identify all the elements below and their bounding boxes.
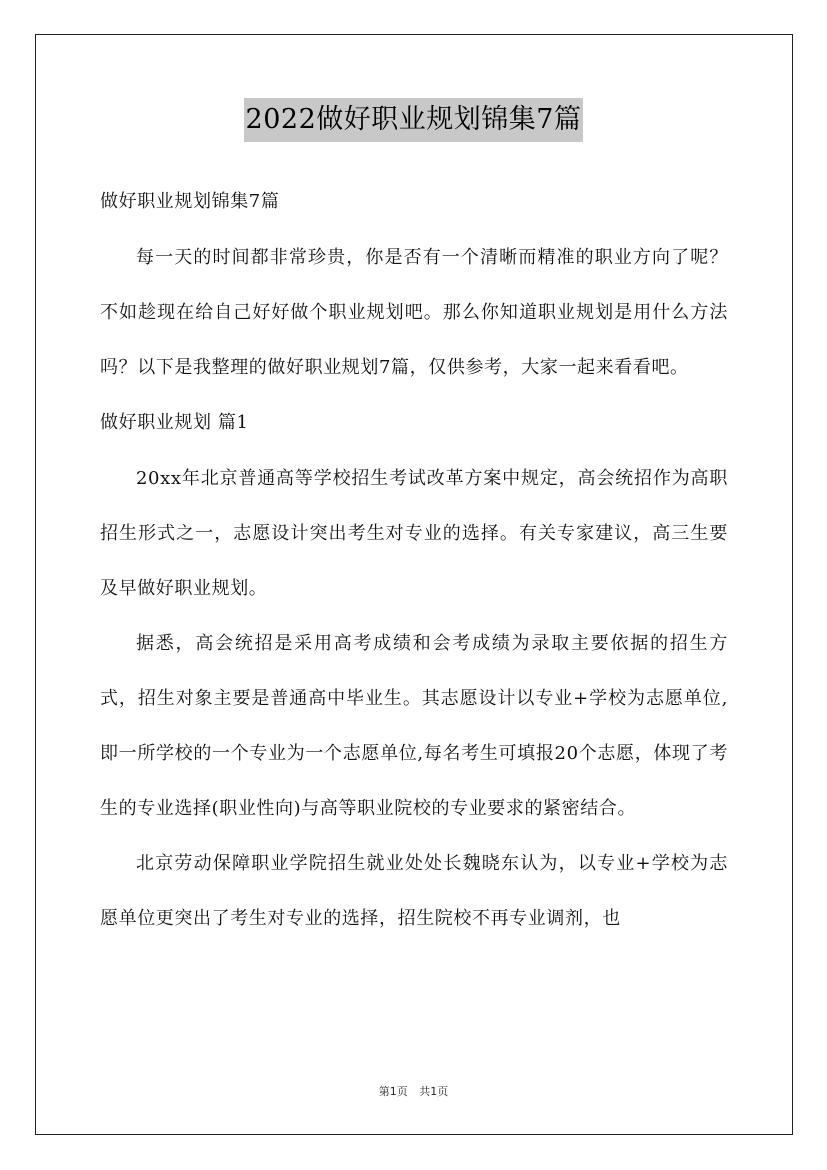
page-number: 第1页	[378, 1085, 408, 1098]
document-subtitle: 做好职业规划锦集7篇	[100, 191, 280, 212]
body-paragraph-1: 20xx年北京普通高等学校招生考试改革方案中规定，高会统招作为高职招生形式之一，志愿设计突出考生对专业的选择。有关专家建议，高三生要及早做好职业规划。	[100, 468, 728, 599]
section-heading: 做好职业规划 篇1	[100, 412, 249, 433]
document-title: 2022做好职业规划锦集7篇	[244, 98, 584, 142]
page-total: 共1页	[419, 1085, 449, 1098]
intro-paragraph: 每一天的时间都非常珍贵，你是否有一个清晰而精准的职业方向了呢？不如趁现在给自己好好做个职业规划吧。那么你知道职业规划是用什么方法吗？以下是我整理的做好职业规划7篇，仅供参考，大家一起来看看吧。	[100, 247, 728, 378]
document-body	[100, 174, 728, 946]
body-paragraph-3: 北京劳动保障职业学院招生就业处处长魏晓东认为，以专业+学校为志愿单位更突出了考生对专业的选择，招生院校不再专业调剂，也	[100, 853, 728, 929]
body-paragraph-2: 据悉，高会统招是采用高考成绩和会考成绩为录取主要依据的招生方式，招生对象主要是普通高中毕业生。其志愿设计以专业+学校为志愿单位,即一所学校的一个专业为一个志愿单位,每名考生可填报20个志愿，体现了考生的专业选择(职业性向)与高等职业院校的专业要求的紧密结合。	[100, 633, 728, 819]
title-container	[0, 98, 827, 142]
page-footer	[0, 1083, 827, 1099]
